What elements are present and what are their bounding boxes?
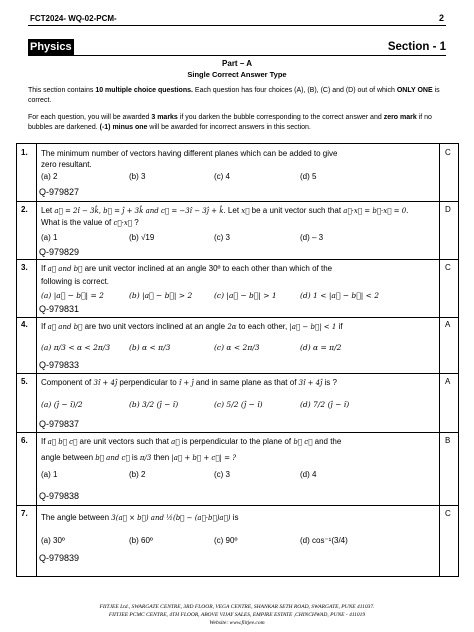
option-c: (c) 4: [214, 172, 230, 181]
option-a: (a) (ĵ − î)/2: [41, 400, 83, 409]
math-expression: a⃗·x⃗ = b⃗·x⃗ = 0.: [343, 207, 409, 215]
question-text: [41, 452, 236, 464]
math-expression: b⃗ c⃗: [293, 438, 313, 446]
option-c: (c) 90º: [214, 536, 238, 545]
text: If: [41, 437, 48, 446]
text: ?: [131, 218, 139, 227]
question-id: Q-979831: [39, 304, 80, 314]
option-c: (c) α < 2π/3: [214, 343, 260, 352]
text: The angle between: [41, 513, 112, 522]
header-divider: [28, 25, 446, 26]
math-expression: 2α: [227, 323, 237, 331]
row-divider: [17, 201, 458, 202]
instr-text: is correct.: [28, 87, 440, 104]
text: Let: [41, 206, 55, 215]
option-b: (b) 60º: [129, 536, 153, 545]
option-a: (a) |a⃗ − b⃗| = 2: [41, 291, 104, 300]
question-number: 1.: [21, 148, 28, 157]
part-title: Part – A: [222, 59, 252, 68]
text: is: [129, 453, 140, 462]
answer-key: C: [445, 148, 451, 157]
question-id: Q-979838: [39, 491, 80, 501]
question-id: Q-979827: [39, 187, 80, 197]
instr-bold: 10 multiple choice questions.: [95, 87, 193, 94]
option-b: (b) |a⃗ − b⃗| > 2: [129, 291, 193, 300]
question-text: The minimum number of vectors having different planes which can be added to give: [41, 149, 338, 158]
row-divider: [17, 505, 458, 506]
math-expression: a⃗ b⃗ c⃗: [47, 438, 78, 446]
subject-divider: [28, 55, 446, 56]
question-number: 2.: [21, 205, 28, 214]
option-b: (b) 3/2 (ĵ − î): [129, 400, 179, 409]
footer-website: Website: www.fiitjee.com: [209, 620, 265, 626]
question-text: [41, 436, 341, 448]
option-d: (d) 4: [300, 470, 317, 479]
instr-text: if no bubbles are darkened.: [28, 114, 432, 131]
question-id: Q-979839: [39, 553, 80, 563]
text: Let: [225, 206, 242, 215]
option-d: (d) cos⁻¹(3/4): [300, 536, 348, 545]
option-b: (b) √19: [129, 233, 155, 242]
option-c: (c) |a⃗ − b⃗| > 1: [214, 291, 277, 300]
math-expression: π/3: [139, 454, 152, 462]
row-divider: [17, 317, 458, 318]
instr-bold: zero mark: [383, 114, 417, 121]
row-divider: [17, 373, 458, 374]
math-expression: a⃗ and b⃗: [47, 323, 83, 331]
text: to each other,: [236, 322, 290, 331]
subject-bar: [28, 39, 446, 55]
instructions-paragraph-2: [28, 113, 448, 133]
option-a: (a) 1: [41, 470, 58, 479]
math-expression: |a⃗ + b⃗ + c⃗| = ?: [171, 454, 236, 462]
instr-bold: 3 marks: [151, 114, 178, 121]
option-a: (a) π/3 < α < 2π/3: [41, 343, 111, 352]
instr-text: For each question, you will be awarded: [28, 114, 152, 121]
column-divider: [439, 144, 440, 576]
question-number: 7.: [21, 509, 28, 518]
math-expression: 3(a⃗ × b⃗) and ½(b⃗ − (a⃗·b⃗)a⃗): [111, 514, 231, 522]
math-expression: 3î + 4ĵ: [298, 379, 323, 387]
question-number: 4.: [21, 320, 28, 329]
question-text: [41, 321, 343, 333]
answer-key: D: [445, 205, 451, 214]
question-number: 5.: [21, 377, 28, 386]
question-text: [41, 205, 408, 217]
question-id: Q-979829: [39, 247, 80, 257]
option-d: (d) α = π/2: [300, 343, 342, 352]
text: What is the value of: [41, 218, 114, 227]
option-d: (d) 5: [300, 172, 317, 181]
row-divider: [17, 432, 458, 433]
math-expression: b⃗ and c⃗: [95, 454, 130, 462]
text: are two unit vectors inclined at an angle: [82, 322, 228, 331]
instr-text: if you darken the bubble corresponding to the correct answer and: [177, 114, 384, 121]
instr-text: Each question has four choices (A), (B), (C) and (D) out of which: [192, 87, 397, 94]
footer-address-1: FIITJEE Ltd., SWARGATE CENTRE, 3RD FLOOR, VEGA CENTRE, SHANKAR SETH ROAD, SWARGATE, PUNE 411037.: [99, 604, 375, 610]
text: is perpendicular to the plane of: [179, 437, 294, 446]
text: if: [336, 322, 343, 331]
text: and in same plane as that of: [193, 378, 299, 387]
text: is: [230, 513, 239, 522]
option-d: (d) 1 < |a⃗ − b⃗| < 2: [300, 291, 380, 300]
option-d: (d) – 3: [300, 233, 324, 242]
instr-bold: ONLY ONE: [396, 87, 433, 94]
text: angle between: [41, 453, 96, 462]
math-expression: |a⃗ − b⃗| < 1: [289, 323, 337, 331]
text: be a unit vector such that: [249, 206, 344, 215]
answer-key: A: [445, 320, 451, 329]
page-number: 2: [438, 13, 444, 23]
option-a: (a) 2: [41, 172, 58, 181]
answer-key: B: [445, 436, 451, 445]
question-number: 6.: [21, 436, 28, 445]
footer-address-2: FIITJEE PCMC CENTRE, 4TH FLOOR, ABOVE VIJAY SALES, EMPIRE ESTATE ,CHINCHWAD, PUNE - 411019: [108, 612, 366, 618]
option-b: (b) 3: [129, 172, 146, 181]
text: are unit vectors such that: [77, 437, 172, 446]
text: perpendicular to: [117, 378, 179, 387]
text: are unit vector inclined at an angle 30º to each other than which of the: [82, 264, 333, 273]
document-code: FCT2024- WQ-02-PCM-: [30, 14, 117, 23]
question-text: following is correct.: [41, 277, 110, 286]
option-c: (c) 3: [214, 233, 230, 242]
option-b: (b) α < π/3: [129, 343, 171, 352]
answer-key: C: [445, 509, 451, 518]
question-text: [41, 512, 239, 524]
question-number: 3.: [21, 263, 28, 272]
section-label: Section - 1: [387, 41, 446, 53]
instr-text: will be awarded for incorrect answers in this section.: [147, 124, 311, 131]
math-expression: î + ĵ: [178, 379, 194, 387]
text: and the: [312, 437, 342, 446]
instr-bold: (-1) minus one: [99, 124, 148, 131]
text: Component of: [41, 378, 94, 387]
option-c: (c) 3: [214, 470, 230, 479]
option-b: (b) 2: [129, 470, 146, 479]
question-table: [16, 143, 459, 577]
text: If: [41, 264, 48, 273]
option-a: (a) 1: [41, 233, 58, 242]
question-id: Q-979837: [39, 419, 80, 429]
column-divider: [36, 144, 37, 576]
math-expression: a⃗ = 2î − 3k̂, b⃗ = ĵ + 3k̂ and c⃗ = −3î − 3ĵ + k̂.: [54, 207, 226, 215]
option-d: (d) 7/2 (ĵ − î): [300, 400, 350, 409]
row-divider: [17, 259, 458, 260]
math-expression: 3î + 4ĵ: [93, 379, 118, 387]
subject-label: Physics: [28, 39, 74, 55]
instr-text: This section contains: [28, 87, 96, 94]
math-expression: x⃗: [241, 207, 250, 215]
text: If: [41, 322, 48, 331]
question-text: [41, 217, 139, 229]
text: then: [151, 453, 172, 462]
answer-key: C: [445, 263, 451, 272]
question-id: Q-979833: [39, 360, 80, 370]
option-a: (a) 30º: [41, 536, 65, 545]
text: is ?: [322, 378, 337, 387]
math-expression: a⃗: [171, 438, 180, 446]
question-text: zero resultant.: [41, 160, 92, 169]
question-text: [41, 377, 337, 389]
math-expression: c⃗·x⃗: [113, 219, 132, 227]
question-text: [41, 263, 332, 275]
option-c: (c) 5/2 (ĵ − î): [214, 400, 263, 409]
instructions-paragraph-1: [28, 86, 448, 106]
math-expression: a⃗ and b⃗: [47, 265, 83, 273]
part-subtitle: Single Correct Answer Type: [187, 70, 287, 79]
answer-key: A: [445, 377, 451, 386]
